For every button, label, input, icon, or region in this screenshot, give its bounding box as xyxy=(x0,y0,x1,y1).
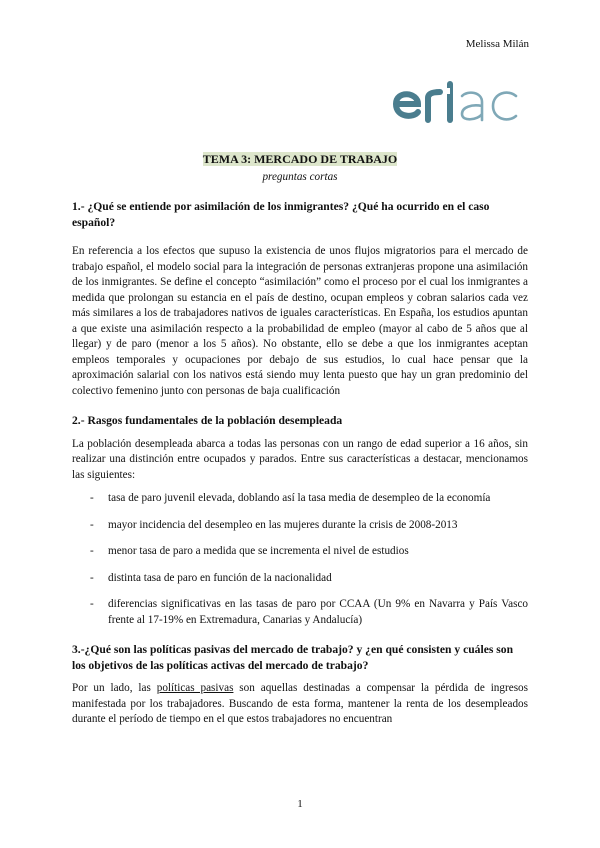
answer-3: Por un lado, las políticas pasivas son aquellas destinadas a compensar la pérdida de ingresos manifestada por los trabajadores. Buscando de esta forma, mantener la renta de los desempleados durante el período de tiempo en el que estos trabajadores no encuentran xyxy=(72,682,528,725)
answer-1: En referencia a los efectos que supuso la existencia de unos flujos migratorios para el mercado de trabajo español, el modelo social para la integración de personas extranjeras propone una asimilación de los inmigrantes. Se define el concepto “asimilación” como el proceso por el cual los inmigrantes a medida que prolongan su estancia en el país de destino, ocupan empleos y cobran salarios cada vez más similares a los de trabajadores nativos de iguales características. En España, los estudios apuntan a que existe una asimilación respecto a la probabilidad de empleo (mayor al cabo de 5 años que al llegar) y de paro (menor a los 5 años). No obstante, ello se debe a que los inmigrantes aceptan empleos temporales y ocupaciones por debajo de sus estudios, lo cual hace pensar que la aproximación salarial con los nativos está siendo muy lenta puesto que hay un gran predominio del colectivo femenino junto con personas de baja cualificación xyxy=(72,245,528,397)
bullet-marker: - xyxy=(90,598,94,610)
erlac-logo xyxy=(392,80,522,124)
page-number: 1 xyxy=(297,798,303,810)
list-item: - mayor incidencia del desempleo en las mujeres durante la crisis de 2008-2013 xyxy=(72,518,528,534)
feature-list xyxy=(72,491,528,628)
list-item: - distinta tasa de paro en función de la nacionalidad xyxy=(72,571,528,587)
question-1: 1.- ¿Qué se entiende por asimilación de los inmigrantes? ¿Qué ha ocurrido en el caso español? xyxy=(72,200,490,229)
question-2: 2.- Rasgos fundamentales de la población desempleada xyxy=(72,414,343,427)
bullet-marker: - xyxy=(90,492,94,504)
bullet-marker: - xyxy=(90,545,94,557)
list-item: - diferencias significativas en las tasas de paro por CCAA (Un 9% en Navarra y País Vasco frente al 17-19% en Extremadura, Canarias y Andalucía) xyxy=(90,598,528,626)
term-politicas-pasivas: políticas pasivas xyxy=(156,682,234,694)
erlac-logo-icon xyxy=(392,80,522,124)
author-name: Melissa Milán xyxy=(465,38,529,50)
document-subtitle: preguntas cortas xyxy=(262,170,338,183)
list-item: - menor tasa de paro a medida que se incrementa el nivel de estudios xyxy=(72,544,528,560)
list-item: - tasa de paro juvenil elevada, doblando así la tasa media de desempleo de la economía xyxy=(72,491,528,507)
bullet-marker: - xyxy=(90,518,94,531)
question-3: 3.-¿Qué son las políticas pasivas del mercado de trabajo? y ¿en qué consisten y cuáles son los objetivos de las políticas activas del mercado de trabajo? xyxy=(72,643,514,672)
document-title: TEMA 3: MERCADO DE TRABAJO xyxy=(202,152,398,166)
title-block xyxy=(72,152,528,169)
bullet-marker: - xyxy=(90,571,94,584)
document-body xyxy=(72,152,528,728)
answer-2-intro: La población desempleada abarca a todas las personas con un rango de edad superior a 16 años, sin realizar una distinción entre ocupados y parados. Entre sus características a destacar, mencionamos las siguientes: xyxy=(72,437,528,481)
